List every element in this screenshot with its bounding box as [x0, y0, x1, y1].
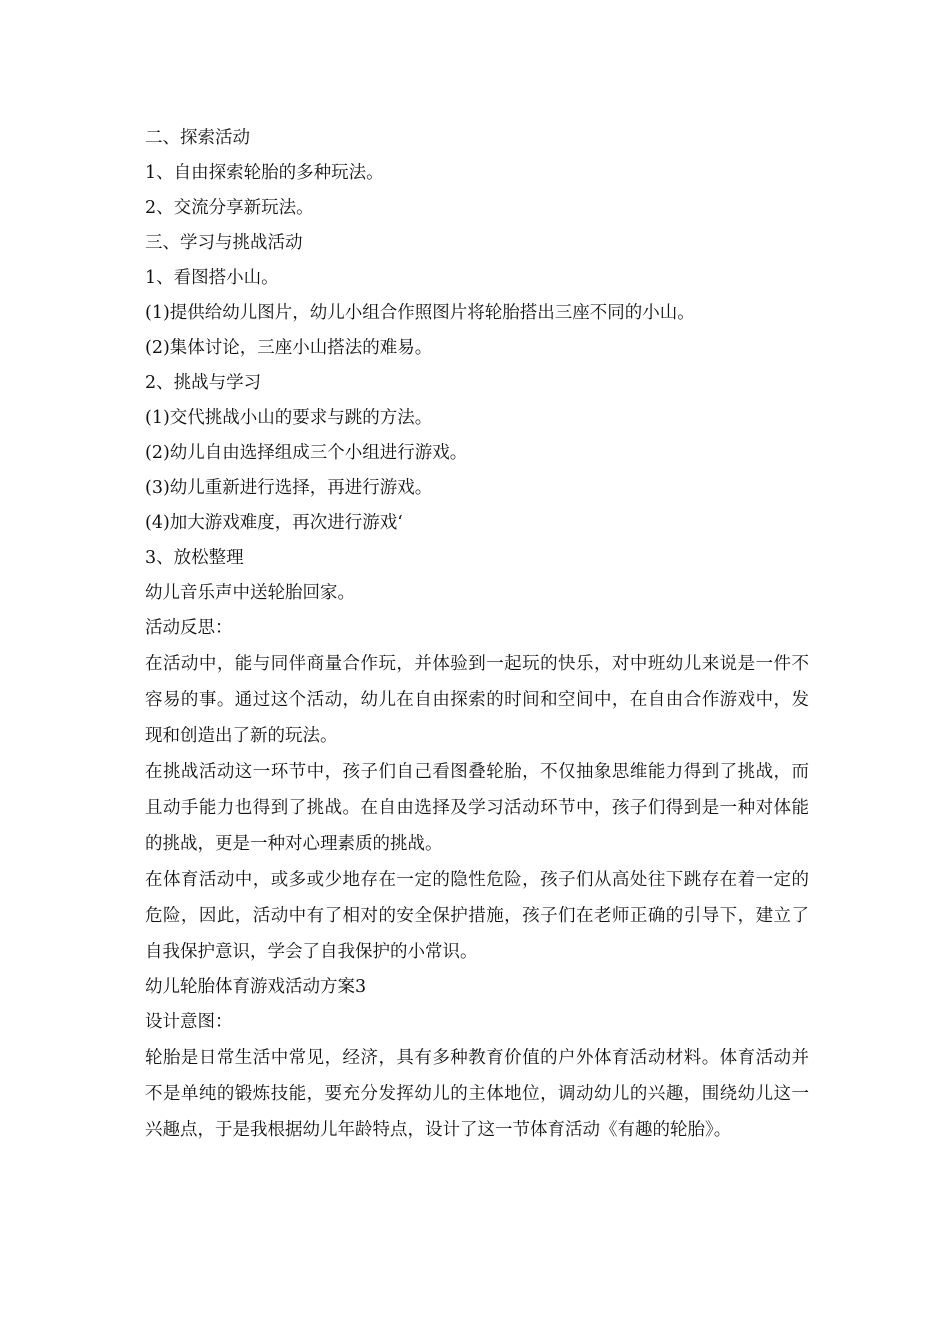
explore-step-1: 1、自由探索轮胎的多种玩法。 [145, 163, 384, 183]
learn-step-2-item-1: (1)交代挑战小山的要求与跳的方法。 [145, 408, 433, 428]
learn-step-3: 3、放松整理 [145, 548, 244, 568]
document-body [145, 121, 809, 1148]
explore-step-2: 2、交流分享新玩法。 [145, 198, 314, 218]
plan3-title: 幼儿轮胎体育游戏活动方案3 [145, 977, 367, 997]
learn-step-1-item-1: (1)提供给幼儿图片，幼儿小组合作照图片将轮胎搭出三座不同的小山。 [145, 303, 695, 323]
section-heading-explore: 二、探索活动 [145, 128, 250, 148]
reflection-paragraph-3: 在体育活动中，或多或少地存在一定的隐性危险，孩子们从高处往下跳存在着一定的危险，因此，活动中有了相对的安全保护措施，孩子们在老师正确的引导下，建立了自我保护意识，学会了自我保护的小常识。 [145, 870, 809, 962]
section-heading-learn-challenge: 三、学习与挑战活动 [145, 233, 303, 253]
reflection-heading: 活动反思： [145, 618, 233, 638]
design-intent-paragraph: 轮胎是日常生活中常见，经济，具有多种教育价值的户外体育活动材料。体育活动并不是单纯的锻炼技能，要充分发挥幼儿的主体地位，调动幼儿的兴趣，围绕幼儿这一兴趣点，于是我根据幼儿年龄特点，设计了这一节体育活动《有趣的轮胎》。 [145, 1048, 809, 1140]
learn-step-2-item-3: (3)幼儿重新进行选择，再进行游戏。 [145, 478, 433, 498]
reflection-paragraph-1: 在活动中，能与同伴商量合作玩，并体验到一起玩的快乐，对中班幼儿来说是一件不容易的事。通过这个活动，幼儿在自由探索的时间和空间中，在自由合作游戏中，发现和创造出了新的玩法。 [145, 654, 809, 746]
design-intent-heading: 设计意图： [145, 1012, 233, 1032]
learn-step-2: 2、挑战与学习 [145, 373, 262, 393]
learn-step-2-item-2: (2)幼儿自由选择组成三个小组进行游戏。 [145, 443, 468, 463]
learn-step-1-item-2: (2)集体讨论，三座小山搭法的难易。 [145, 338, 433, 358]
reflection-paragraph-2: 在挑战活动这一环节中，孩子们自己看图叠轮胎，不仅抽象思维能力得到了挑战，而且动手能力也得到了挑战。在自由选择及学习活动环节中，孩子们得到是一种对体能的挑战，更是一种对心理素质的挑战。 [145, 762, 809, 854]
relax-text: 幼儿音乐声中送轮胎回家。 [145, 583, 355, 603]
learn-step-1: 1、看图搭小山。 [145, 268, 279, 288]
learn-step-2-item-4: (4)加大游戏难度，再次进行游戏‘ [145, 513, 403, 533]
